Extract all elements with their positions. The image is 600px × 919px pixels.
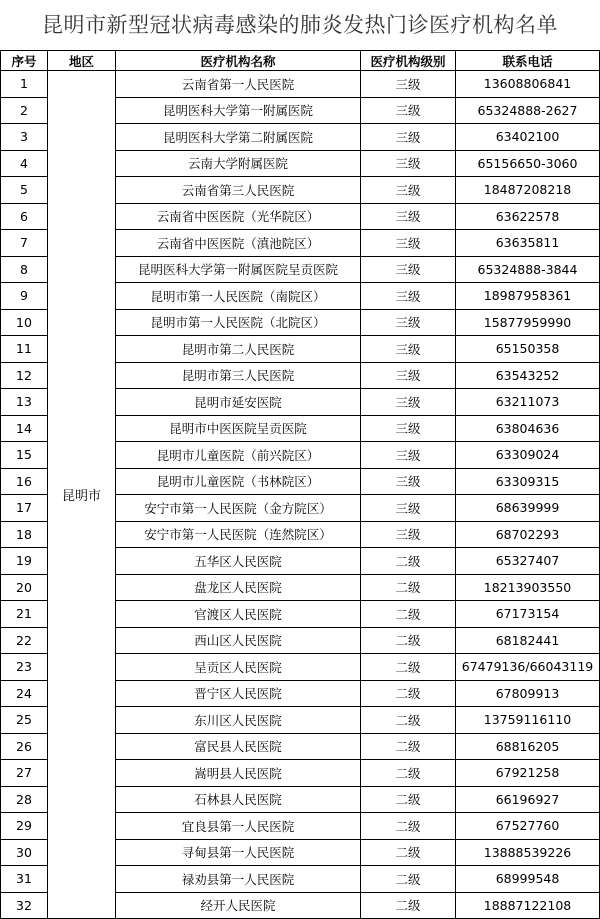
institution-name: 云南省第一人民医院 [116, 71, 361, 98]
institution-name: 昆明市第二人民医院 [116, 336, 361, 363]
row-number: 11 [1, 336, 48, 363]
row-number: 25 [1, 707, 48, 734]
table-row [1, 71, 600, 98]
institution-name: 寻甸县第一人民医院 [116, 839, 361, 866]
row-number: 17 [1, 495, 48, 522]
institution-level: 三级 [361, 495, 456, 522]
header-no: 序号 [1, 51, 48, 71]
header-row [1, 51, 600, 71]
contact-phone: 63402100 [456, 124, 600, 151]
institution-level: 三级 [361, 336, 456, 363]
row-number: 28 [1, 786, 48, 813]
institution-level: 二级 [361, 892, 456, 919]
row-number: 32 [1, 892, 48, 919]
row-number: 20 [1, 574, 48, 601]
institution-name: 宜良县第一人民医院 [116, 813, 361, 840]
institution-level: 三级 [361, 256, 456, 283]
institution-name: 昆明医科大学第一附属医院呈贡医院 [116, 256, 361, 283]
row-number: 14 [1, 415, 48, 442]
contact-phone: 63804636 [456, 415, 600, 442]
contact-phone: 67527760 [456, 813, 600, 840]
institution-level: 二级 [361, 866, 456, 893]
row-number: 21 [1, 601, 48, 628]
institution-level: 二级 [361, 601, 456, 628]
institution-name: 呈贡区人民医院 [116, 654, 361, 681]
institution-level: 三级 [361, 71, 456, 98]
row-number: 30 [1, 839, 48, 866]
row-number: 27 [1, 760, 48, 787]
contact-phone: 63211073 [456, 389, 600, 416]
contact-phone: 65324888-3844 [456, 256, 600, 283]
institution-level: 二级 [361, 654, 456, 681]
row-number: 15 [1, 442, 48, 469]
institution-level: 二级 [361, 813, 456, 840]
row-number: 1 [1, 71, 48, 98]
institution-name: 昆明市儿童医院（前兴院区） [116, 442, 361, 469]
institution-name: 晋宁区人民医院 [116, 680, 361, 707]
contact-phone: 65150358 [456, 336, 600, 363]
institution-name: 官渡区人民医院 [116, 601, 361, 628]
institution-level: 三级 [361, 442, 456, 469]
contact-phone: 67921258 [456, 760, 600, 787]
contact-phone: 68702293 [456, 521, 600, 548]
institution-name: 昆明医科大学第一附属医院 [116, 97, 361, 124]
institution-level: 三级 [361, 230, 456, 257]
institution-level: 三级 [361, 97, 456, 124]
institution-name: 五华区人民医院 [116, 548, 361, 575]
institution-level: 三级 [361, 389, 456, 416]
institution-name: 西山区人民医院 [116, 627, 361, 654]
row-number: 6 [1, 203, 48, 230]
institution-name: 石林县人民医院 [116, 786, 361, 813]
row-number: 5 [1, 177, 48, 204]
contact-phone: 65327407 [456, 548, 600, 575]
contact-phone: 18487208218 [456, 177, 600, 204]
institution-level: 三级 [361, 124, 456, 151]
row-number: 3 [1, 124, 48, 151]
contact-phone: 13759116110 [456, 707, 600, 734]
contact-phone: 13888539226 [456, 839, 600, 866]
row-number: 13 [1, 389, 48, 416]
institution-level: 三级 [361, 177, 456, 204]
row-number: 19 [1, 548, 48, 575]
contact-phone: 68999548 [456, 866, 600, 893]
hospital-table [0, 50, 600, 919]
row-number: 16 [1, 468, 48, 495]
institution-name: 昆明市儿童医院（书林院区） [116, 468, 361, 495]
institution-level: 三级 [361, 309, 456, 336]
row-number: 8 [1, 256, 48, 283]
contact-phone: 63543252 [456, 362, 600, 389]
institution-level: 三级 [361, 150, 456, 177]
institution-level: 二级 [361, 707, 456, 734]
institution-name: 经开人民医院 [116, 892, 361, 919]
region-cell: 昆明市 [48, 71, 116, 919]
row-number: 12 [1, 362, 48, 389]
contact-phone: 18987958361 [456, 283, 600, 310]
institution-name: 云南省第三人民医院 [116, 177, 361, 204]
institution-name: 富民县人民医院 [116, 733, 361, 760]
row-number: 23 [1, 654, 48, 681]
institution-level: 三级 [361, 521, 456, 548]
institution-level: 三级 [361, 468, 456, 495]
contact-phone: 63622578 [456, 203, 600, 230]
table-body [1, 71, 600, 919]
header-phone: 联系电话 [456, 51, 600, 71]
institution-level: 二级 [361, 786, 456, 813]
row-number: 31 [1, 866, 48, 893]
contact-phone: 15877959990 [456, 309, 600, 336]
row-number: 7 [1, 230, 48, 257]
institution-name: 昆明市第三人民医院 [116, 362, 361, 389]
contact-phone: 68639999 [456, 495, 600, 522]
institution-level: 二级 [361, 760, 456, 787]
institution-level: 三级 [361, 203, 456, 230]
contact-phone: 65324888-2627 [456, 97, 600, 124]
contact-phone: 65156650-3060 [456, 150, 600, 177]
header-region: 地区 [48, 51, 116, 71]
institution-level: 三级 [361, 283, 456, 310]
header-level: 医疗机构级别 [361, 51, 456, 71]
institution-level: 三级 [361, 415, 456, 442]
institution-name: 云南省中医医院（滇池院区） [116, 230, 361, 257]
institution-level: 三级 [361, 362, 456, 389]
row-number: 2 [1, 97, 48, 124]
row-number: 9 [1, 283, 48, 310]
institution-name: 安宁市第一人民医院（金方院区） [116, 495, 361, 522]
institution-name: 昆明市第一人民医院（北院区） [116, 309, 361, 336]
institution-level: 二级 [361, 574, 456, 601]
contact-phone: 66196927 [456, 786, 600, 813]
contact-phone: 63309315 [456, 468, 600, 495]
institution-name: 昆明市第一人民医院（南院区） [116, 283, 361, 310]
institution-name: 禄劝县第一人民医院 [116, 866, 361, 893]
institution-level: 二级 [361, 548, 456, 575]
contact-phone: 18887122108 [456, 892, 600, 919]
contact-phone: 68816205 [456, 733, 600, 760]
institution-name: 盘龙区人民医院 [116, 574, 361, 601]
contact-phone: 67173154 [456, 601, 600, 628]
row-number: 24 [1, 680, 48, 707]
document-title: 昆明市新型冠状病毒感染的肺炎发热门诊医疗机构名单 [42, 13, 558, 37]
contact-phone: 63635811 [456, 230, 600, 257]
row-number: 10 [1, 309, 48, 336]
institution-level: 二级 [361, 733, 456, 760]
institution-level: 二级 [361, 627, 456, 654]
header-name: 医疗机构名称 [116, 51, 361, 71]
contact-phone: 63309024 [456, 442, 600, 469]
institution-level: 二级 [361, 680, 456, 707]
contact-phone: 18213903550 [456, 574, 600, 601]
institution-name: 昆明市延安医院 [116, 389, 361, 416]
institution-name: 昆明市中医医院呈贡医院 [116, 415, 361, 442]
row-number: 29 [1, 813, 48, 840]
contact-phone: 68182441 [456, 627, 600, 654]
institution-name: 安宁市第一人民医院（连然院区） [116, 521, 361, 548]
row-number: 22 [1, 627, 48, 654]
institution-name: 昆明医科大学第二附属医院 [116, 124, 361, 151]
row-number: 26 [1, 733, 48, 760]
institution-name: 东川区人民医院 [116, 707, 361, 734]
institution-name: 云南省中医医院（光华院区） [116, 203, 361, 230]
contact-phone: 13608806841 [456, 71, 600, 98]
institution-name: 云南大学附属医院 [116, 150, 361, 177]
contact-phone: 67809913 [456, 680, 600, 707]
row-number: 18 [1, 521, 48, 548]
institution-name: 嵩明县人民医院 [116, 760, 361, 787]
contact-phone: 67479136/66043119 [456, 654, 600, 681]
institution-level: 二级 [361, 839, 456, 866]
row-number: 4 [1, 150, 48, 177]
